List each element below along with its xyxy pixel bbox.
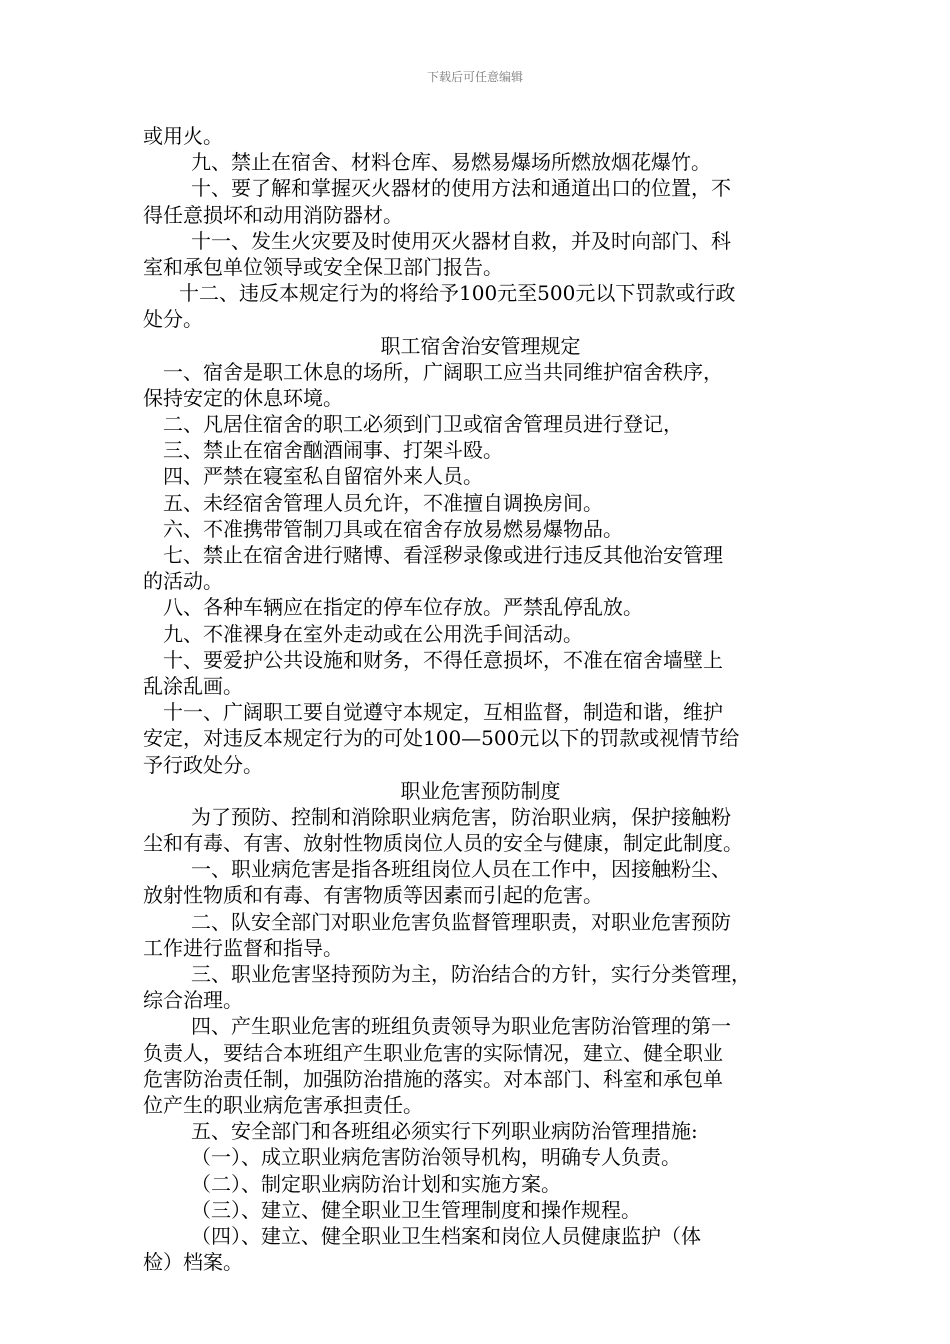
text-line: 位产生的职业病危害承担责任。 xyxy=(143,1092,423,1117)
document-body xyxy=(143,123,818,1275)
text-line: 十二、违反本规定行为的将给予100元至500元以下罚款或行政 xyxy=(179,281,736,306)
text-line: 得任意损坏和动用消防器材。 xyxy=(143,202,403,227)
text-line: 七、禁止在宿舍进行赌博、看淫秽录像或进行违反其他治安管理 xyxy=(163,543,723,567)
text-line: 五、安全部门和各班组必须实行下列职业病防治管理措施: xyxy=(191,1119,698,1144)
section-title: 职业危害预防制度 xyxy=(400,778,561,803)
text-line: 九、禁止在宿舍、材料仓库、易燃易爆场所燃放烟花爆竹。 xyxy=(191,150,711,175)
text-line: 工作进行监督和指导。 xyxy=(143,935,343,960)
text-line: 为了预防、控制和消除职业病危害，防治职业病，保护接触粉 xyxy=(191,804,731,829)
text-line: 一、宿舍是职工休息的场所，广阔职工应当共同维护宿舍秩序， xyxy=(163,359,723,384)
text-line: 八、各种车辆应在指定的停车位存放。严禁乱停乱放。 xyxy=(163,595,643,620)
text-line: （一）、成立职业病危害防治领导机构，明确专人负责。 xyxy=(191,1145,681,1170)
text-line: 处分。 xyxy=(143,307,203,332)
text-line: （三）、建立、健全职业卫生管理制度和操作规程。 xyxy=(191,1197,641,1222)
text-line: 九、不准裸身在室外走动或在公用洗手间活动。 xyxy=(163,621,583,646)
text-line: 四、严禁在寝室私自留宿外来人员。 xyxy=(163,464,483,489)
text-line: 二、凡居住宿舍的职工必须到门卫或宿舍管理员进行登记， xyxy=(163,412,683,437)
text-line: 放射性物质和有毒、有害物质等因素而引起的危害。 xyxy=(143,883,603,908)
text-line: 保持安定的休息环境。 xyxy=(143,385,343,410)
text-line: 十、要了解和掌握灭火器材的使用方法和通道出口的位置，不 xyxy=(191,176,731,201)
text-line: 十一、发生火灾要及时使用灭火器材自救，并及时向部门、科 xyxy=(191,228,731,253)
text-line: 五、未经宿舍管理人员允许，不准擅自调换房间。 xyxy=(163,490,603,515)
page-header: 下载后可任意编辑 xyxy=(426,70,523,84)
text-line: 十一、广阔职工要自觉遵守本规定，互相监督，制造和谐，维护 xyxy=(163,700,723,725)
text-line: 乱涂乱画。 xyxy=(143,673,243,698)
text-line: 检）档案。 xyxy=(143,1250,243,1275)
text-line: 安定，对违反本规定行为的可处100—500元以下的罚款或视情节给 xyxy=(143,726,740,751)
text-line: 室和承包单位领导或安全保卫部门报告。 xyxy=(143,254,503,279)
text-line: 一、职业病危害是指各班组岗位人员在工作中，因接触粉尘、 xyxy=(191,857,731,882)
text-line: 的活动。 xyxy=(143,569,223,594)
section-title: 职工宿舍治安管理规定 xyxy=(380,333,581,358)
text-line: 危害防治责任制，加强防治措施的落实。对本部门、科室和承包单 xyxy=(143,1066,723,1091)
text-line: （四）、建立、健全职业卫生档案和岗位人员健康监护（体 xyxy=(191,1223,701,1248)
text-line: 四、产生职业危害的班组负责领导为职业危害防治管理的第一 xyxy=(191,1014,731,1039)
text-line: （二）、制定职业病防治计划和实施方案。 xyxy=(191,1171,561,1196)
text-line: 六、不准携带管制刀具或在宿舍存放易燃易爆物品。 xyxy=(163,516,623,541)
text-line: 负责人，要结合本班组产生职业危害的实际情况，建立、健全职业 xyxy=(143,1040,723,1065)
text-line: 或用火。 xyxy=(143,124,223,148)
text-line: 三、禁止在宿舍酗酒闹事、打架斗殴。 xyxy=(163,438,503,463)
text-line: 十、要爱护公共设施和财务，不得任意损坏，不准在宿舍墙壁上 xyxy=(163,647,723,672)
text-line: 三、职业危害坚持预防为主，防治结合的方针，实行分类管理， xyxy=(191,962,751,986)
text-line: 尘和有毒、有害、放射性物质岗位人员的安全与健康，制定此制度。 xyxy=(143,831,743,856)
text-line: 综合治理。 xyxy=(143,988,243,1013)
text-line: 予行政处分。 xyxy=(143,752,263,777)
text-line: 二、队安全部门对职业危害负监督管理职责，对职业危害预防 xyxy=(191,909,731,934)
